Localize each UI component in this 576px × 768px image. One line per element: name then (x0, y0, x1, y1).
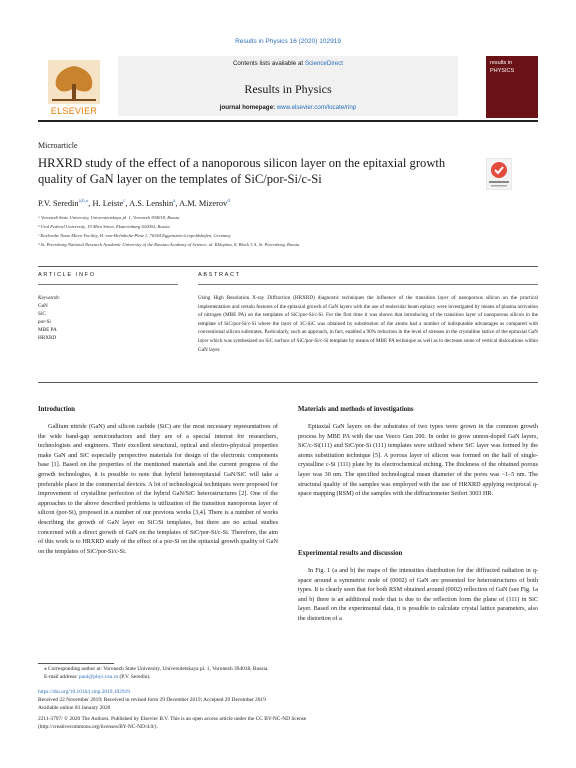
doi-link[interactable]: https://doi.org/10.1016/j.rinp.2019.102919 (38, 689, 130, 695)
article-title: HRXRD study of the effect of a nanoporous silicon layer on the epitaxial growth quality of GaN layer on the templates of SiC/por-Si/c-Si (38, 156, 446, 186)
email-suffix: (P.V. Seredin). (118, 674, 151, 680)
affiliation: ᶜ Karlsruhe Nano Micro Facility, H.-von-Helmholtz-Platz 1, 76344 Eggenstein-Leopoldshafen, Germany (38, 233, 231, 238)
journal-cover-thumbnail[interactable] (486, 56, 538, 118)
affiliation: ᵇ Ural Federal University, 19 Mira Street, Ekaterinburg 620002, Russia (38, 224, 170, 229)
article-info-heading: ARTICLE INFO (38, 272, 96, 278)
license-url[interactable]: (http://creativecommons.org/licenses/BY-NC-ND/4.0/). (38, 724, 158, 730)
keyword: por-Si (38, 319, 51, 325)
email-prefix: E-mail address: (44, 674, 80, 680)
abstract-text: Using High Resolution X-ray Diffraction (HRXRD) diagnostic techniques the influence of the transition layer of nanoporous silicon on the practical implementation and certain features of the epitaxial growth of GaN layers with the use of molecular beam epitaxy were investigated by means of plasma activation of nitrogen (MBE PA) on the templates of SiC/por-Si/c-Si. For the first time it was shown that introducing of the transition layer of nanoporous silicon in the template of SiC/por-Si/c-Si where the layer of 3C-SiC was obtained by substitution of the atoms had a number of indisputable advantages as compared with conventional silicon substrates. Particularly, such an approach, in fact, enabled a 90% reduction in the level of stresses in the crystalline lattice of the epitaxial GaN layer which was synthesized on SiC surface of SiC/por-Si/c-Si template by means of MBE PA technique as well as to decrease some of vertical dislocations within GaN layer. (198, 295, 538, 353)
author-affiliation-mark[interactable]: a (173, 199, 176, 204)
keyword: HRXRD (38, 335, 57, 341)
affiliation: ᵈ St. Petersburg National Research Academic University of the Russian Academy of Science, ul. Khlopina, 8, Block 3 A, St. Petersburg, Russia (38, 242, 300, 247)
divider (38, 284, 178, 285)
results-text: In Fig. 1 (a and b) the maps of the intensities distribution for the diffracted radiation in q-space around a symmetric node of (0002) of GaN are presented for heterostructures of both types. It is clearly seen that for both RSM obtained around (0002) reflection of GaN (see Fig. 1a and b) there is an additional node that is due to the reflection form the plane of (111) in SiC layer. Based on the experimental data, it is possible to calculate crystal lattice parameters, also the distortion of a (298, 567, 538, 622)
author-name[interactable]: P.V. Seredin (38, 198, 79, 208)
online-date: Available online 03 January 2020 (38, 705, 111, 711)
divider (38, 382, 538, 383)
abstract-heading: ABSTRACT (198, 272, 241, 278)
divider (38, 266, 538, 267)
methods-heading: Materials and methods of investigations (298, 406, 414, 413)
keyword: MBE PA (38, 327, 57, 333)
journal-header (38, 56, 538, 122)
email-link[interactable]: paul@phys.vsu.ru (79, 674, 119, 680)
author-name[interactable]: A.M. Mizerov (179, 198, 228, 208)
contents-prefix: Contents lists available at (232, 60, 305, 67)
author-name[interactable]: H. Leiste (92, 198, 124, 208)
author-list: P.V. Seredin$^{a,b,⁎}$, H. Leiste$^c$, A.S. Lenshin$^a$, A.M. Mizerov$^d$ (38, 198, 230, 208)
results-heading: Experimental results and discussion (298, 550, 403, 557)
keyword: GaN (38, 303, 48, 309)
introduction-text: Gallium nitride (GaN) and silicon carbide (SiC) are the most necessary representatives of the wide band-gap semiconductors and they are of a special interest for researchers, technologists and engineers. Their excellent structural, optical and electro-physical properties make GaN and SiC especially perspective materials for design of the electronic components base [1]. Based on the properties of the mentioned materials and the current progress of the growth technologies, it is possible to note that hybrid heteroepitaxial GaN/SiC will take a preferable place in the commercial devices. A lot of technological techniques were proposed for improvement of crystalline perfection of the hybrid GaN/SiC heterostructures [2]. One of the approaches to the above described problems is utilization of the transition nanoporous layer of silicon (por-Si), proposed in a number of our previous works [3,4]. There is a number of works describing the growth of GaN layer on SiC/Si templates, but there are no actual studies concerned with a direct growth of GaN on the templates of SiC/por-Si/c-Si. Therefore, the aim of this work is to HRXRD study of the effect of a por-Si on the epitaxial growth quality of GaN on the templates of SiC/por-Si/c-Si. (38, 423, 278, 555)
journal-name: Results in Physics (244, 82, 332, 96)
divider (198, 284, 538, 285)
cover-title-line1: results in (490, 60, 513, 66)
email-note (44, 674, 151, 682)
elsevier-wordmark: ELSEVIER (50, 106, 98, 116)
crossmark-icon[interactable] (486, 158, 512, 190)
journal-banner (118, 56, 458, 116)
author-name[interactable]: A.S. Lenshin (129, 198, 174, 208)
author-affiliation-mark[interactable]: c (123, 199, 126, 204)
sciencedirect-link[interactable]: ScienceDirect (304, 60, 344, 67)
keywords-label: Keywords: (38, 295, 61, 301)
contents-line (118, 60, 458, 67)
journal-reference[interactable]: Results in Physics 16 (2020) 102919 (235, 38, 341, 45)
methods-text: Epitaxial GaN layers on the substrates of two types were grown in the common growth process by MBE PA with the use Veeco Gen 200. In order to grow unnon-doped GaN layers, SiC/c-Si(111) and SiC/por-Si (111) templates were utilized where SiC layer was formed by the atoms substitution technique [5]. A porous layer of silicon was formed on the half of single-crystalline c-Si (111) plate by its electrochemical etching. The thickness of the obtained porous layer was 30 nm. The specified technological mean diameter of the pores was ~1–5 nm. The structural quality of the samples was employed with the use of HRXRD applying reciprocal q-space mapping (RSM) of the samples with the diffractometer Seifert 3003 HR. (298, 423, 538, 498)
footnote-divider (38, 663, 114, 664)
affiliation: ᵃ Voronezh State University, Universitetskaya pl. 1, Voronezh 394018, Russia (38, 215, 180, 220)
corresponding-author-note: ⁎ Corresponding author at: Voronezh State University, Universitetskaya pl. 1, Voronezh 394018, Russia. (44, 666, 269, 672)
keyword: SiC (38, 311, 46, 317)
author-affiliation-mark[interactable]: a,b,⁎ (78, 199, 89, 204)
article-type: Microarticle (38, 141, 78, 150)
license-line: 2211-3797/ © 2020 The Authors. Published by Elsevier B.V. This is an open access article under the CC BY-NC-ND license (38, 716, 307, 722)
introduction-heading: Introduction (38, 406, 75, 413)
homepage-line (118, 104, 458, 111)
author-affiliation-mark[interactable]: d (227, 199, 230, 204)
homepage-link[interactable]: www.elsevier.com/locate/rinp (276, 104, 357, 111)
homepage-prefix: journal homepage: (219, 104, 277, 111)
received-dates: Received 22 November 2019; Received in revised form 29 December 2019; Accepted 29 December 2019 (38, 697, 266, 703)
cover-title-line2: PHYSICS (490, 68, 515, 74)
